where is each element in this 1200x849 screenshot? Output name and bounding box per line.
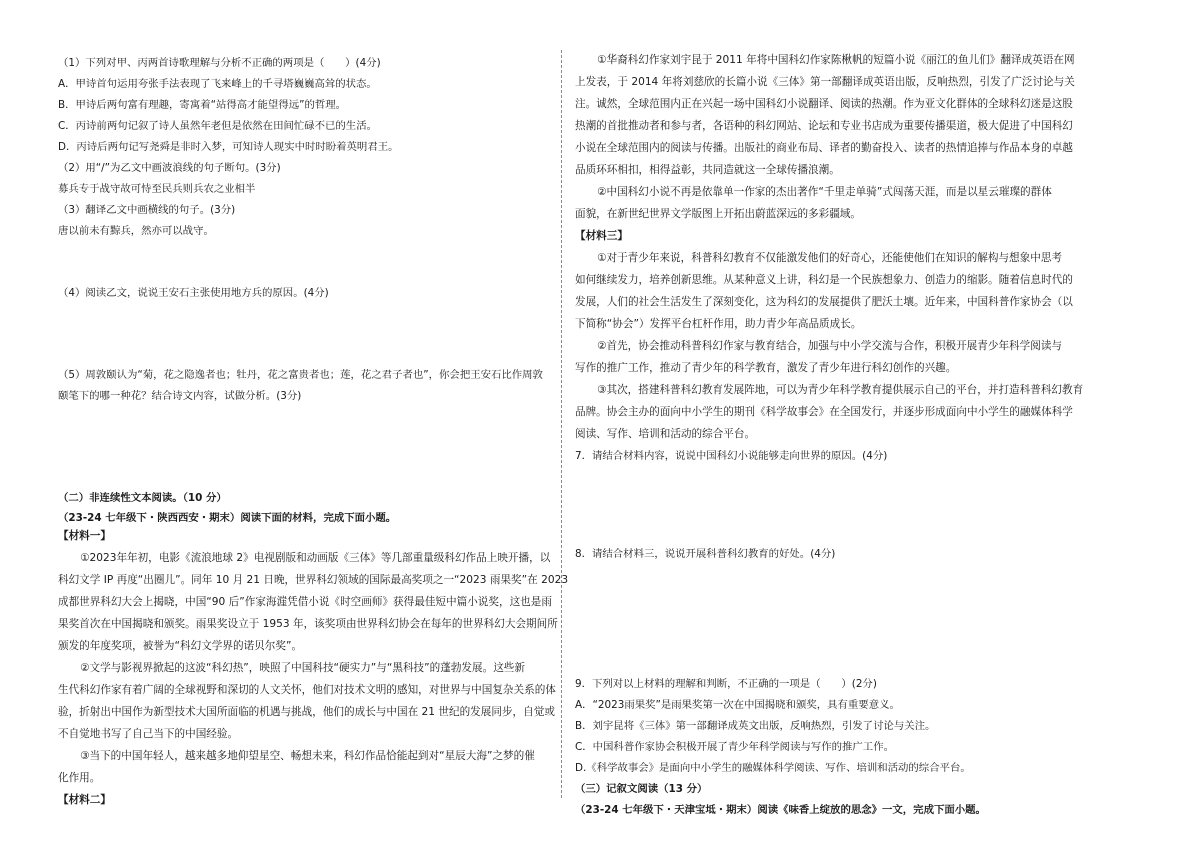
q5-line-2: 颐笔下的哪一种花？结合诗文内容，试做分析。(3分): [58, 390, 302, 402]
m2-p1-line-5: 小说在全球范围内的阅读与传播。出版社的商业布局、译者的勤奋投入、读者的热情追捧与作品本身的卓越: [575, 142, 1073, 154]
m3-p2-line-1: ②首先，协会推动科普科幻作家与教育结合，加强与中小学交流与合作，积极开展青少年科学阅读与: [597, 340, 1063, 352]
q5-line-1: （5）周敦颐认为“菊，花之隐逸者也；牡丹，花之富贵者也；莲，花之君子者也”，你会把王安石比作周敦: [58, 369, 543, 381]
m1-p1-line-3: 成都世界科幻大会上揭晓，中国“90 后”作家海漄凭借小说《时空画师》获得最佳短中篇小说奖，这也是雨: [58, 596, 552, 608]
m3-p3-line-1: ③其次，搭建科普科幻教育发展阵地，可以为青少年科学教育提供展示自己的平台，并打造科普科幻教育: [597, 384, 1084, 396]
material-2-label: 【材料二】: [58, 794, 111, 806]
section-3-source: （23-24 七年级下・天津宝坻・期末）阅读《味香上绽放的思念》一文，完成下面小题。: [575, 804, 986, 816]
m3-p1-line-2: 如何继续发力，培养创新思维。从某种意义上讲，科幻是一个民族想象力、创造力的缩影。随着信息时代的: [575, 274, 1073, 286]
m1-p2-line-4: 不自觉地书写了自己当下的中国经验。: [58, 728, 239, 740]
q1-title: （1）下列对甲、丙两首诗歌理解与分析不正确的两项是（ ）(4分): [58, 57, 381, 69]
m2-p1-line-3: 注。诚然，全球范围内正在兴起一场中国科幻小说翻译、阅读的热潮。作为亚文化群体的全球科幻迷是这股: [575, 98, 1073, 110]
m1-p2-line-1: ②文学与影视界掀起的这波“科幻热”，映照了中国科技“硬实力”与“黑科技”的蓬勃发展。这些新: [80, 662, 525, 674]
m1-p1-line-4: 果奖首次在中国揭晓和颁奖。雨果奖设立于 1953 年，该奖项由世界科幻协会在每年的世界科幻大会期间所: [58, 618, 558, 630]
m2-p1-line-1: ①华裔科幻作家刘宇昆于 2011 年将中国科幻作家陈楸帆的短篇小说《丽江的鱼儿们》翻译成英语在网: [597, 54, 1075, 66]
section-2-source: （23-24 七年级下・陕西西安・期末）阅读下面的材料，完成下面小题。: [58, 512, 397, 524]
m3-p2-line-2: 写作的推广工作，推动了青少年的科学教育，激发了青少年进行科幻创作的兴趣。: [575, 362, 957, 374]
q4-title: （4）阅读乙文，说说王安石主张使用地方兵的原因。(4分): [58, 287, 329, 299]
m3-p3-line-2: 品牌。协会主办的面向中小学生的期刊《科学故事会》在全国发行，并逐步形成面向中小学生的融媒体科学: [575, 406, 1073, 418]
m2-p2-line-2: 面貌，在新世纪世界文学版图上开拓出蔚蓝深远的多彩疆域。: [575, 208, 862, 220]
q2-text: 募兵专于战守故可恃至民兵则兵农之业相半: [58, 183, 256, 195]
m3-p1-line-4: 下简称“协会”）发挥平台杠杆作用，助力青少年高品质成长。: [575, 318, 862, 330]
m1-p1-line-2: 科幻文学 IP 再度“出圈儿”。同年 10 月 21 日晚，世界科幻领域的国际最高奖项之一“2023 雨果奖”在 2023: [58, 574, 569, 586]
m1-p1-line-5: 颁发的年度奖项，被誉为“科幻文学界的诺贝尔奖”。: [58, 640, 303, 652]
m3-p1-line-3: 发展，人们的社会生活发生了深刻变化，这为科幻的发展提供了肥沃土壤。近年来，中国科普作家协会（以: [575, 296, 1073, 308]
column-divider: [561, 50, 562, 798]
q9-title: 9．下列对以上材料的理解和判断，不正确的一项是（ ）(2分): [575, 678, 877, 690]
q3-text: 唐以前未有黥兵，然亦可以战守。: [58, 225, 214, 237]
m1-p1-line-1: ①2023年年初，电影《流浪地球 2》电视剧版和动画版《三体》等几部重量级科幻作品上映开播，以: [80, 552, 551, 564]
m2-p1-line-6: 品质环环相扣，相得益彰，共同造就这一全球传播浪潮。: [575, 164, 840, 176]
q1-option-c: C．丙诗前两句记叙了诗人虽然年老但是依然在田间忙碌不已的生活。: [58, 120, 377, 132]
q9-option-b: B．刘宇昆将《三体》第一部翻译成英文出版，反响热烈，引发了讨论与关注。: [575, 720, 936, 732]
m1-p3-line-2: 化作用。: [58, 772, 101, 784]
q1-option-d: D．丙诗后两句记写尧舜是非时入梦，可知诗人现实中时时盼着英明君王。: [58, 141, 399, 153]
q3-title: （3）翻译乙文中画横线的句子。(3分): [58, 204, 236, 216]
m3-p1-line-1: ①对于青少年来说，科普科幻教育不仅能激发他们的好奇心，还能使他们在知识的解构与想象中思考: [597, 252, 1063, 264]
q8-title: 8．请结合材料三，说说开展科普科幻教育的好处。(4分): [575, 548, 836, 560]
m1-p3-line-1: ③当下的中国年轻人，越来越多地仰望星空、畅想未来，科幻作品恰能起到对“星辰大海”之梦的催: [80, 750, 535, 762]
section-3-title: （三）记叙文阅读（13 分）: [575, 783, 708, 795]
q9-option-a: A．“2023雨果奖”是雨果奖第一次在中国揭晓和颁奖，具有重要意义。: [575, 699, 900, 711]
m1-p2-line-2: 生代科幻作家有着广阔的全球视野和深切的人文关怀，他们对技术文明的感知，对世界与中国复杂关系的体: [58, 684, 556, 696]
q1-option-b: B．甲诗后两句富有理趣，寄寓着“站得高才能望得远”的哲理。: [58, 99, 347, 111]
q2-title: （2）用“/”为乙文中画波浪线的句子断句。(3分): [58, 162, 281, 174]
q1-option-a: A．甲诗首句运用夸张手法表现了飞来峰上的千寻塔巍巍高耸的状态。: [58, 78, 377, 90]
q7-title: 7．请结合材料内容，说说中国科幻小说能够走向世界的原因。(4分): [575, 450, 888, 462]
q9-option-d: D.《科学故事会》是面向中小学生的融媒体科学阅读、写作、培训和活动的综合平台。: [575, 762, 971, 774]
m2-p1-line-4: 热潮的首批推动者和参与者，各语种的科幻网站、论坛和专业书店成为重要传播渠道，极大促进了中国科幻: [575, 120, 1073, 132]
material-1-label: 【材料一】: [58, 530, 111, 542]
m2-p2-line-1: ②中国科幻小说不再是依靠单一作家的杰出著作“千里走单骑”式闯荡天涯，而是以星云璀璨的群体: [597, 186, 1052, 198]
section-2-title: （二）非连续性文本阅读。（10 分）: [58, 492, 227, 504]
m2-p1-line-2: 上发表，于 2014 年将刘慈欣的长篇小说《三体》第一部翻译成英语出版，反响热烈，引发了广泛讨论与关: [575, 76, 1075, 88]
material-3-label: 【材料三】: [575, 230, 628, 242]
q9-option-c: C．中国科普作家协会积极开展了青少年科学阅读与写作的推广工作。: [575, 741, 894, 753]
m1-p2-line-3: 验，折射出中国作为新型技术大国所面临的机遇与挑战，他们的成长与中国在 21 世纪的发展同步，自觉或: [58, 706, 555, 718]
m3-p3-line-3: 阅读、写作、培训和活动的综合平台。: [575, 428, 756, 440]
